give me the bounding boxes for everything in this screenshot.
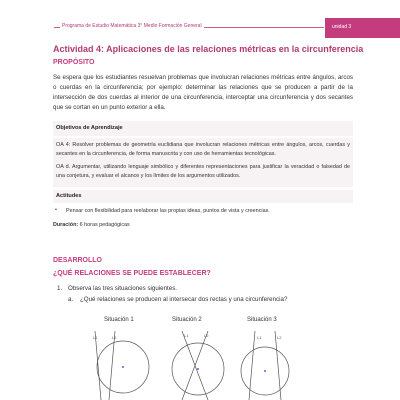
- situation-2-l1: L1: [184, 333, 189, 338]
- situation-2-label: Situación 2: [172, 317, 202, 323]
- header-left: [0, 18, 325, 38]
- situation-3-line-2: [275, 331, 281, 400]
- situation-1-line-2: [109, 331, 115, 400]
- situation-1-l1: L1: [93, 335, 98, 340]
- item-1-number: 1.: [57, 285, 63, 292]
- item-1a-text: ¿Qué relaciones se producen al intersecar dos rectas y una circunferencia?: [80, 296, 288, 303]
- program-text: Programa de Estudio Matemática 3° Medio Formación General: [62, 23, 202, 29]
- purpose-text: Se espera que los estudiantes resuelvan problemas que involucran relaciones métricas entre ángulos, arcos o cuerdas en la circunferencia; por ejemplo: determinar las relaciones que se producen a partir de la intersección de dos cuerdas al interior de una circunferencia, interceptar una circunferencia y dos secantes que se cortan en un punto exterior a ella.: [53, 74, 353, 111]
- item-1-text: Observa las tres situaciones siguientes.: [68, 285, 178, 292]
- activity-title: Actividad 4: Aplicaciones de las relaciones métricas en la circunferencia: [53, 44, 364, 54]
- situation-2-center: [197, 368, 199, 370]
- unit-badge: [325, 18, 400, 38]
- item-1a-letter: a.: [68, 296, 74, 303]
- objective-oad: OA d. Argumentar, utilizando lenguaje simbólico y diferentes representaciones para justificar la veracidad o falsedad de una conjetura, y evaluar el alcance y los límites de los argumentos utilizados.: [56, 164, 350, 179]
- attitudes-heading: Actitudes: [56, 193, 82, 199]
- objectives-heading: Objetivos de Aprendizaje: [56, 125, 123, 131]
- situation-1-center: [122, 366, 124, 368]
- objectives-box: [53, 121, 353, 187]
- situation-3-line-1: [249, 331, 255, 400]
- situation-1-label: Situación 1: [104, 317, 134, 323]
- objectives-divider: [53, 136, 353, 138]
- purpose-heading: PROPÓSITO: [53, 59, 95, 66]
- situation-3-diagram: [235, 325, 305, 400]
- situation-3-label: Situación 3: [247, 317, 277, 323]
- question-heading: ¿QUÉ RELACIONES SE PUEDE ESTABLECER?: [53, 270, 211, 277]
- situation-3-center: [264, 370, 266, 372]
- situation-1-line-1: [95, 331, 101, 400]
- duration-label: Duración:: [53, 222, 79, 228]
- situation-1-diagram: [85, 325, 155, 400]
- situation-2-l2: L2: [204, 333, 209, 338]
- development-heading: DESARROLLO: [53, 257, 102, 264]
- page-header: [0, 18, 400, 38]
- unit-label: unidad 3: [332, 24, 352, 30]
- situation-1-l2: L2: [112, 335, 117, 340]
- situation-2-diagram: [160, 325, 230, 400]
- situation-3-l1: L1: [257, 335, 262, 340]
- objective-oa4: OA 4: Resolver problemas de geometría euclidiana que involucran relaciones métricas entre ángulos, arcos, cuerdas y secantes en la circunferencia, de forma manuscrita y con uso de herramientas tecnológicas.: [56, 142, 350, 157]
- attitude-bullet: •: [55, 207, 57, 213]
- attitudes-box: [53, 190, 353, 203]
- duration-value: 6 horas pedagógicas: [79, 222, 130, 228]
- situation-3-l2: L2: [277, 335, 282, 340]
- duration: [53, 222, 130, 228]
- attitude-item: Pensar con flexibilidad para reelaborar las propias ideas, puntos de vista y creencias.: [66, 208, 270, 214]
